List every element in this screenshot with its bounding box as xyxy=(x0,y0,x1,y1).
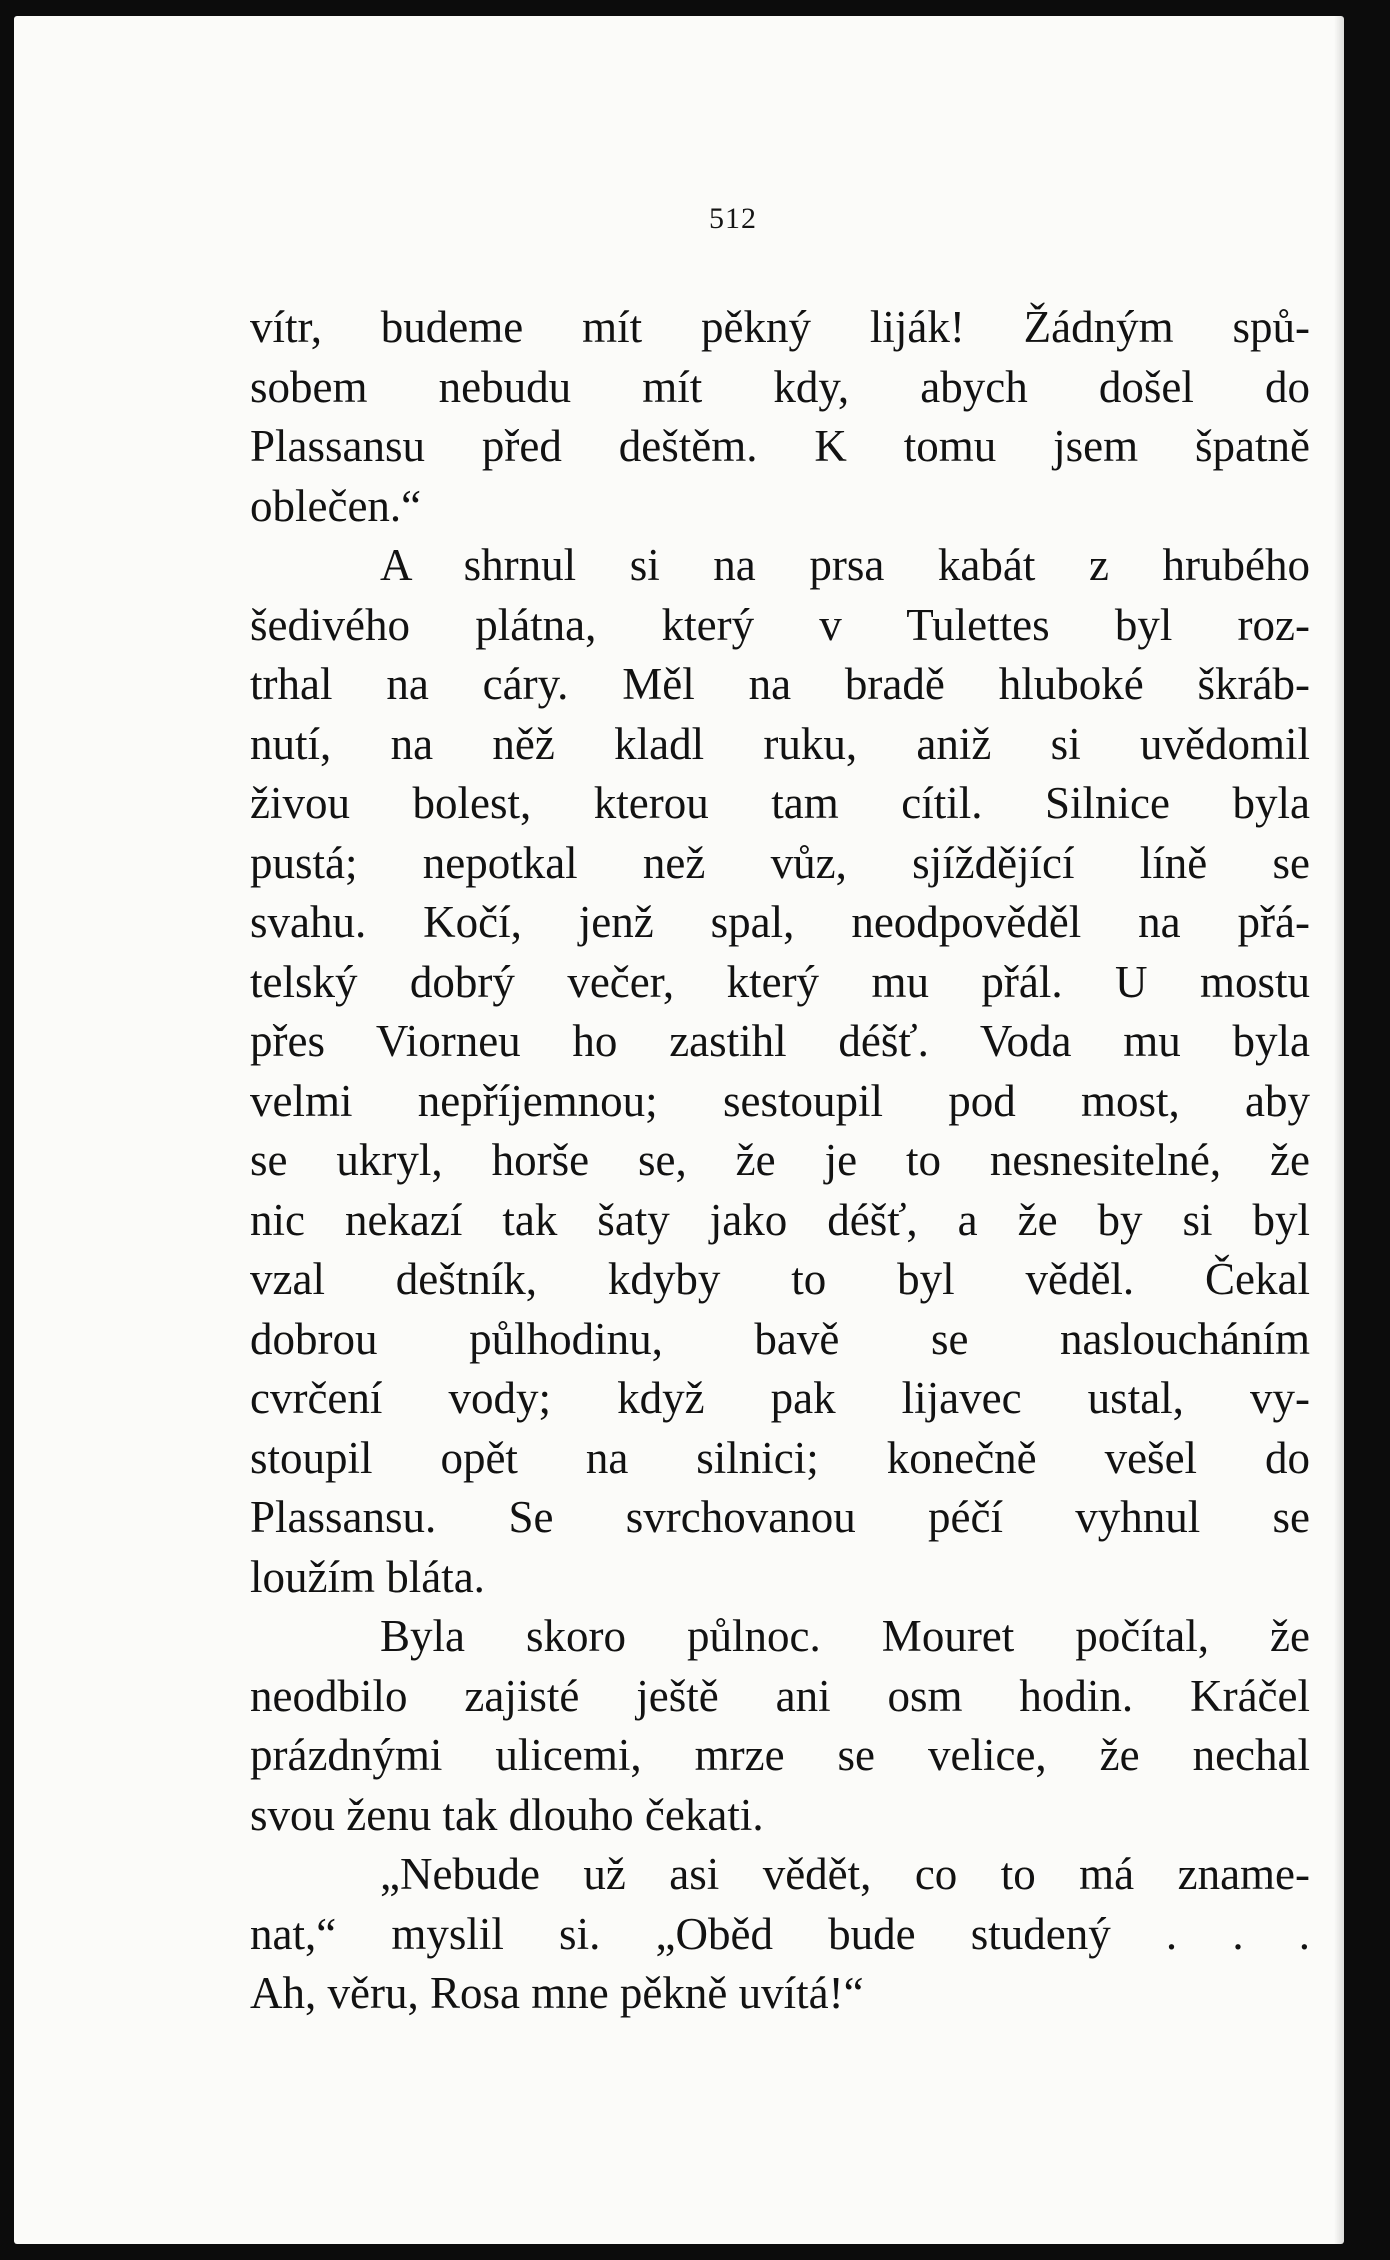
text-line: se ukryl, horše se, že je to nesnesitelné, že xyxy=(250,1135,1310,1185)
text-line: svahu. Kočí, jenž spal, neodpověděl na přá- xyxy=(250,897,1310,947)
text-line: nic nekazí tak šaty jako déšť, a že by si byl xyxy=(250,1194,1310,1245)
text-line: telský dobrý večer, který mu přál. U mostu xyxy=(250,956,1310,1007)
paragraph xyxy=(250,1607,1310,1845)
text-line: Byla skoro půlnoc. Mouret počítal, že xyxy=(380,1611,1310,1661)
text-line: oblečen.“ xyxy=(250,480,422,531)
paragraph xyxy=(250,536,1310,1607)
paragraph xyxy=(250,298,1310,536)
text-line: A shrnul si na prsa kabát z hrubého xyxy=(380,540,1310,590)
paragraph xyxy=(250,1845,1310,2024)
text-line: sobem nebudu mít kdy, abych došel do xyxy=(250,361,1310,412)
text-line: „Nebude už asi vědět, co to má zname- xyxy=(380,1849,1310,1899)
text-line: Plassansu. Se svrchovanou péčí vyhnul se xyxy=(250,1492,1310,1542)
page-number: 512 xyxy=(709,202,757,235)
text-line: loužím bláta. xyxy=(250,1551,485,1602)
text-line: přes Viorneu ho zastihl déšť. Voda mu byla xyxy=(250,1016,1310,1066)
text-line: pustá; nepotkal než vůz, sjíždějící líně se xyxy=(250,837,1310,888)
text-line: šedivého plátna, který v Tulettes byl roz- xyxy=(250,599,1310,650)
text-line: nutí, na něž kladl ruku, aniž si uvědomil xyxy=(250,718,1310,769)
text-line: živou bolest, kterou tam cítil. Silnice byla xyxy=(250,778,1310,828)
text-line: prázdnými ulicemi, mrze se velice, že nechal xyxy=(250,1730,1310,1780)
text-line: vzal deštník, kdyby to byl věděl. Čekal xyxy=(250,1254,1310,1304)
text-line: vítr, budeme mít pěkný liják! Žádným spů- xyxy=(250,302,1310,352)
book-page xyxy=(14,16,1344,2244)
text-line: neodbilo zajisté ještě ani osm hodin. Kráčel xyxy=(250,1670,1310,1721)
text-line: trhal na cáry. Měl na bradě hluboké škráb- xyxy=(250,659,1310,709)
text-line: svou ženu tak dlouho čekati. xyxy=(250,1789,764,1840)
body-text xyxy=(250,298,1310,2024)
text-line: Ah, věru, Rosa mne pěkně uvítá!“ xyxy=(250,1968,864,2018)
text-line: stoupil opět na silnici; konečně vešel do xyxy=(250,1432,1310,1483)
text-line: cvrčení vody; když pak lijavec ustal, vy- xyxy=(250,1373,1310,1423)
text-line: nat,“ myslil si. „Oběd bude studený . . . xyxy=(250,1908,1310,1959)
text-line: dobrou půlhodinu, bavě se nasloucháním xyxy=(250,1313,1310,1364)
text-line: Plassansu před deštěm. K tomu jsem špatně xyxy=(250,421,1310,471)
text-line: velmi nepříjemnou; sestoupil pod most, aby xyxy=(250,1075,1310,1126)
